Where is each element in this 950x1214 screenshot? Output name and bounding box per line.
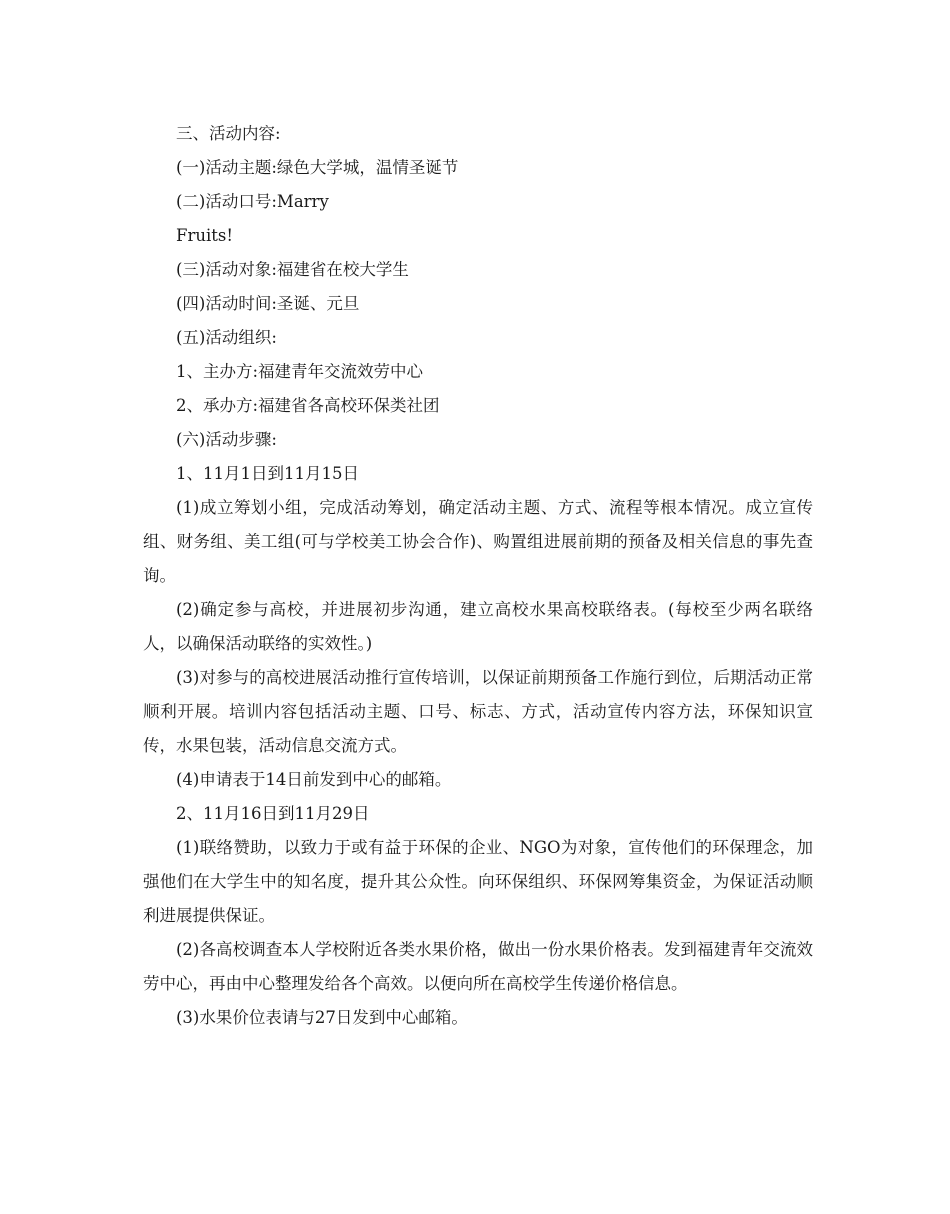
activity-target: (三)活动对象:福建省在校大学生 — [176, 260, 409, 279]
step1-heading: 1、11月1日到11月15日 — [176, 464, 359, 483]
activity-time: (四)活动时间:圣诞、元旦 — [176, 294, 360, 313]
step1-item-1: (1)成立筹划小组，完成活动筹划，确定活动主题、方式、流程等根本情况。成立宣传组、财务组、美工组(可与学校美工协会合作)、购置组进展前期的预备及相关信息的事先查询。 — [143, 498, 813, 585]
step1-item-2: (2)确定参与高校，并进展初步沟通，建立高校水果高校联络表。(每校至少两名联络人，以确保活动联络的实效性。) — [143, 600, 813, 653]
activity-slogan-continued: Fruits! — [176, 226, 233, 245]
activity-steps-heading: (六)活动步骤: — [176, 430, 277, 449]
step2-item-2: (2)各高校调查本人学校附近各类水果价格，做出一份水果价格表。发到福建青年交流效劳中心，再由中心整理发给各个高效。以便向所在高校学生传递价格信息。 — [143, 940, 813, 993]
document-body — [143, 117, 813, 1035]
step2-heading: 2、11月16日到11月29日 — [176, 804, 370, 823]
activity-organization: (五)活动组织: — [176, 328, 277, 347]
step1-item-4: (4)申请表于14日前发到中心的邮箱。 — [176, 770, 452, 789]
section-heading: 三、活动内容: — [176, 124, 281, 143]
step1-item-3: (3)对参与的高校进展活动推行宣传培训，以保证前期预备工作施行到位，后期活动正常顺利开展。培训内容包括活动主题、口号、标志、方式，活动宣传内容方法，环保知识宣传，水果包装，活动信息交流方式。 — [143, 668, 813, 755]
step2-item-3: (3)水果价位表请与27日发到中心邮箱。 — [176, 1008, 468, 1027]
activity-theme: (一)活动主题:绿色大学城，温情圣诞节 — [176, 158, 459, 177]
activity-slogan: (二)活动口号:Marry — [176, 192, 329, 211]
co-organizer: 2、承办方:福建省各高校环保类社团 — [176, 396, 440, 415]
organizer: 1、主办方:福建青年交流效劳中心 — [176, 362, 424, 381]
step2-item-1: (1)联络赞助，以致力于或有益于环保的企业、NGO为对象，宣传他们的环保理念，加强他们在大学生中的知名度，提升其公众性。向环保组织、环保网筹集资金，为保证活动顺利进展提供保证。 — [143, 838, 813, 925]
